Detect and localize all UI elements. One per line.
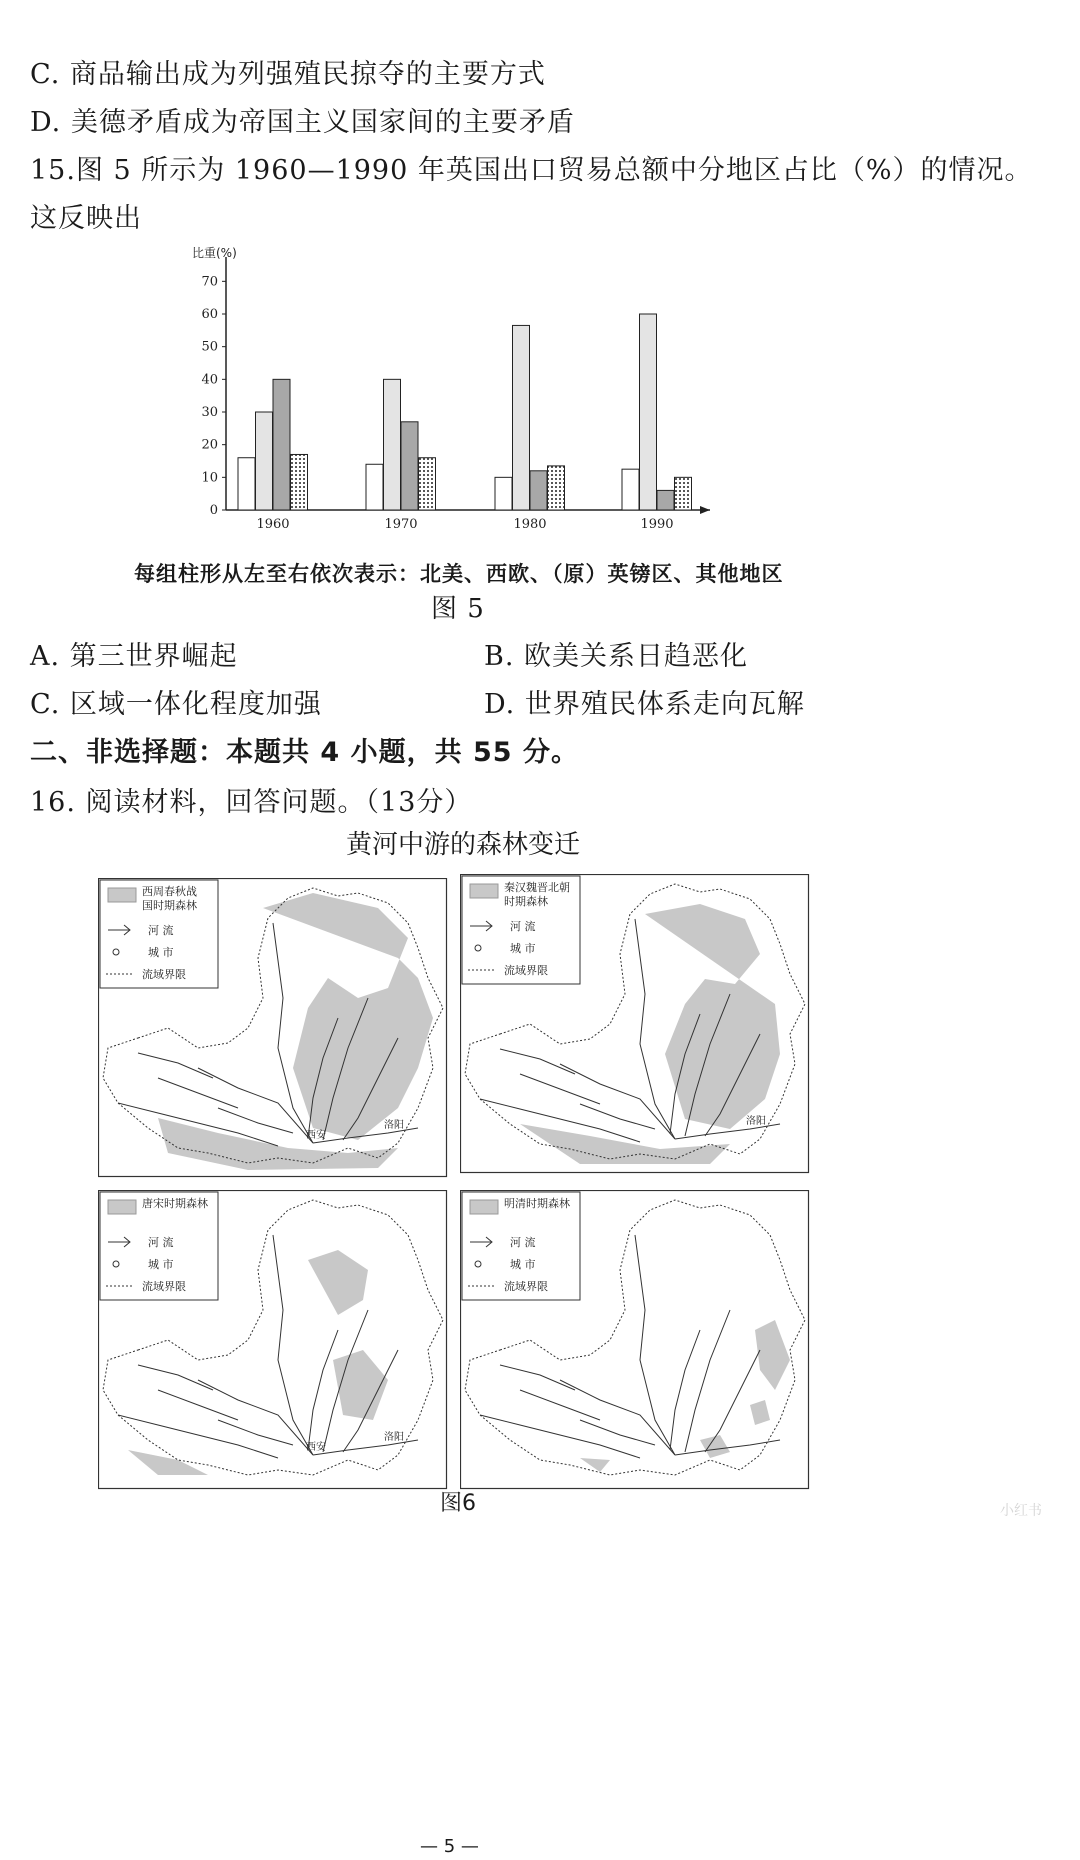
legend-forest-title: 唐宋时期森林 [142,1197,208,1210]
bar [513,325,530,510]
watermark-logo: 小红书 [1000,1503,1042,1519]
legend-forest-title-2: 国时期森林 [142,899,197,912]
y-tick-label: 20 [201,437,218,453]
q14-option-c: C. 商品输出成为列强殖民掠夺的主要方式 [30,59,546,90]
bar [622,469,639,510]
bar [256,412,273,510]
bar [548,466,565,510]
legend-forest-title: 明清时期森林 [504,1197,570,1210]
forest-map-panel [460,874,810,1174]
y-tick-label: 10 [201,470,218,486]
forest-swatch [470,884,498,898]
legend-boundary-label: 流域界限 [504,1280,548,1293]
bar [657,490,674,510]
bar [273,379,290,510]
city-label-xian: 西安 [306,1442,326,1453]
bar [238,458,255,510]
forest-swatch [108,888,136,902]
bar [640,314,657,510]
legend-city-symbol [475,1261,481,1267]
legend-boundary-label: 流域界限 [142,968,186,981]
q15-stem-line2: 这反映出 [30,203,142,234]
q15-option-a: A. 第三世界崛起 [30,641,238,672]
forest-swatch [108,1200,136,1214]
bar [419,458,436,510]
section2-heading: 二、非选择题：本题共 4 小题，共 55 分。 [30,737,579,768]
bar [291,454,308,510]
legend-city-symbol [475,945,481,951]
legend-forest-title: 西周春秋战 [142,885,197,898]
city-label-luoyang: 洛阳 [384,1120,404,1131]
legend-boundary-label: 流域界限 [142,1280,186,1293]
y-tick-label: 70 [201,274,218,290]
city-label-luoyang: 洛阳 [746,1116,766,1127]
q15-option-b: B. 欧美关系日趋恶化 [484,641,749,672]
chart-legend-note: 每组柱形从左至右依次表示：北美、西欧、（原）英镑区、其他地区 [134,562,784,586]
bar [530,471,547,510]
bar [384,379,401,510]
x-tick-label: 1980 [513,517,547,532]
forest-map-panel [460,1190,810,1490]
legend-river-label: 河 流 [510,1236,536,1249]
city-label-xian: 西安 [306,1130,326,1141]
export-share-bar-chart [190,245,730,545]
legend-river-label: 河 流 [148,1236,174,1249]
city-label-luoyang: 洛阳 [384,1432,404,1443]
q16-stem: 16. 阅读材料，回答问题。（13分） [30,787,473,818]
legend-boundary-label: 流域界限 [504,964,548,977]
figure5-label: 图 5 [431,594,485,624]
y-axis-label: 比重(%) [192,246,237,260]
legend-forest-title: 秦汉魏晋北朝 [504,881,570,894]
q15-stem-line1: 15.图 5 所示为 1960—1990 年英国出口贸易总额中分地区占比（%）的情况。 [30,155,1033,186]
y-tick-label: 50 [201,339,218,355]
x-tick-label: 1960 [256,517,290,532]
x-axis-arrow [700,506,710,514]
forest-map-panel [98,878,448,1178]
legend-city-label: 城 市 [148,1258,174,1271]
bar [366,464,383,510]
y-tick-label: 30 [201,405,218,420]
legend-river-label: 河 流 [510,920,536,933]
forest-map-panel [98,1190,448,1490]
q15-option-c: C. 区域一体化程度加强 [30,689,322,720]
legend-city-label: 城 市 [148,946,174,959]
bar [675,477,692,510]
legend-city-symbol [113,1261,119,1267]
y-tick-label: 60 [201,307,218,322]
legend-city-label: 城 市 [510,1258,536,1271]
q14-option-d: D. 美德矛盾成为帝国主义国家间的主要矛盾 [30,107,575,138]
bar [495,477,512,510]
figure6-label: 图6 [440,1491,476,1516]
legend-city-label: 城 市 [510,942,536,955]
y-tick-label: 0 [209,503,218,518]
legend-city-symbol [113,949,119,955]
y-tick-label: 40 [201,372,218,388]
legend-forest-title-2: 时期森林 [504,895,548,908]
legend-river-label: 河 流 [148,924,174,937]
bar [401,422,418,510]
map-set-title: 黄河中游的森林变迁 [346,830,581,860]
page-number: — 5 — [420,1836,479,1857]
x-tick-label: 1970 [384,517,418,532]
q15-option-d: D. 世界殖民体系走向瓦解 [484,689,805,720]
forest-swatch [470,1200,498,1214]
x-tick-label: 1990 [640,517,674,532]
